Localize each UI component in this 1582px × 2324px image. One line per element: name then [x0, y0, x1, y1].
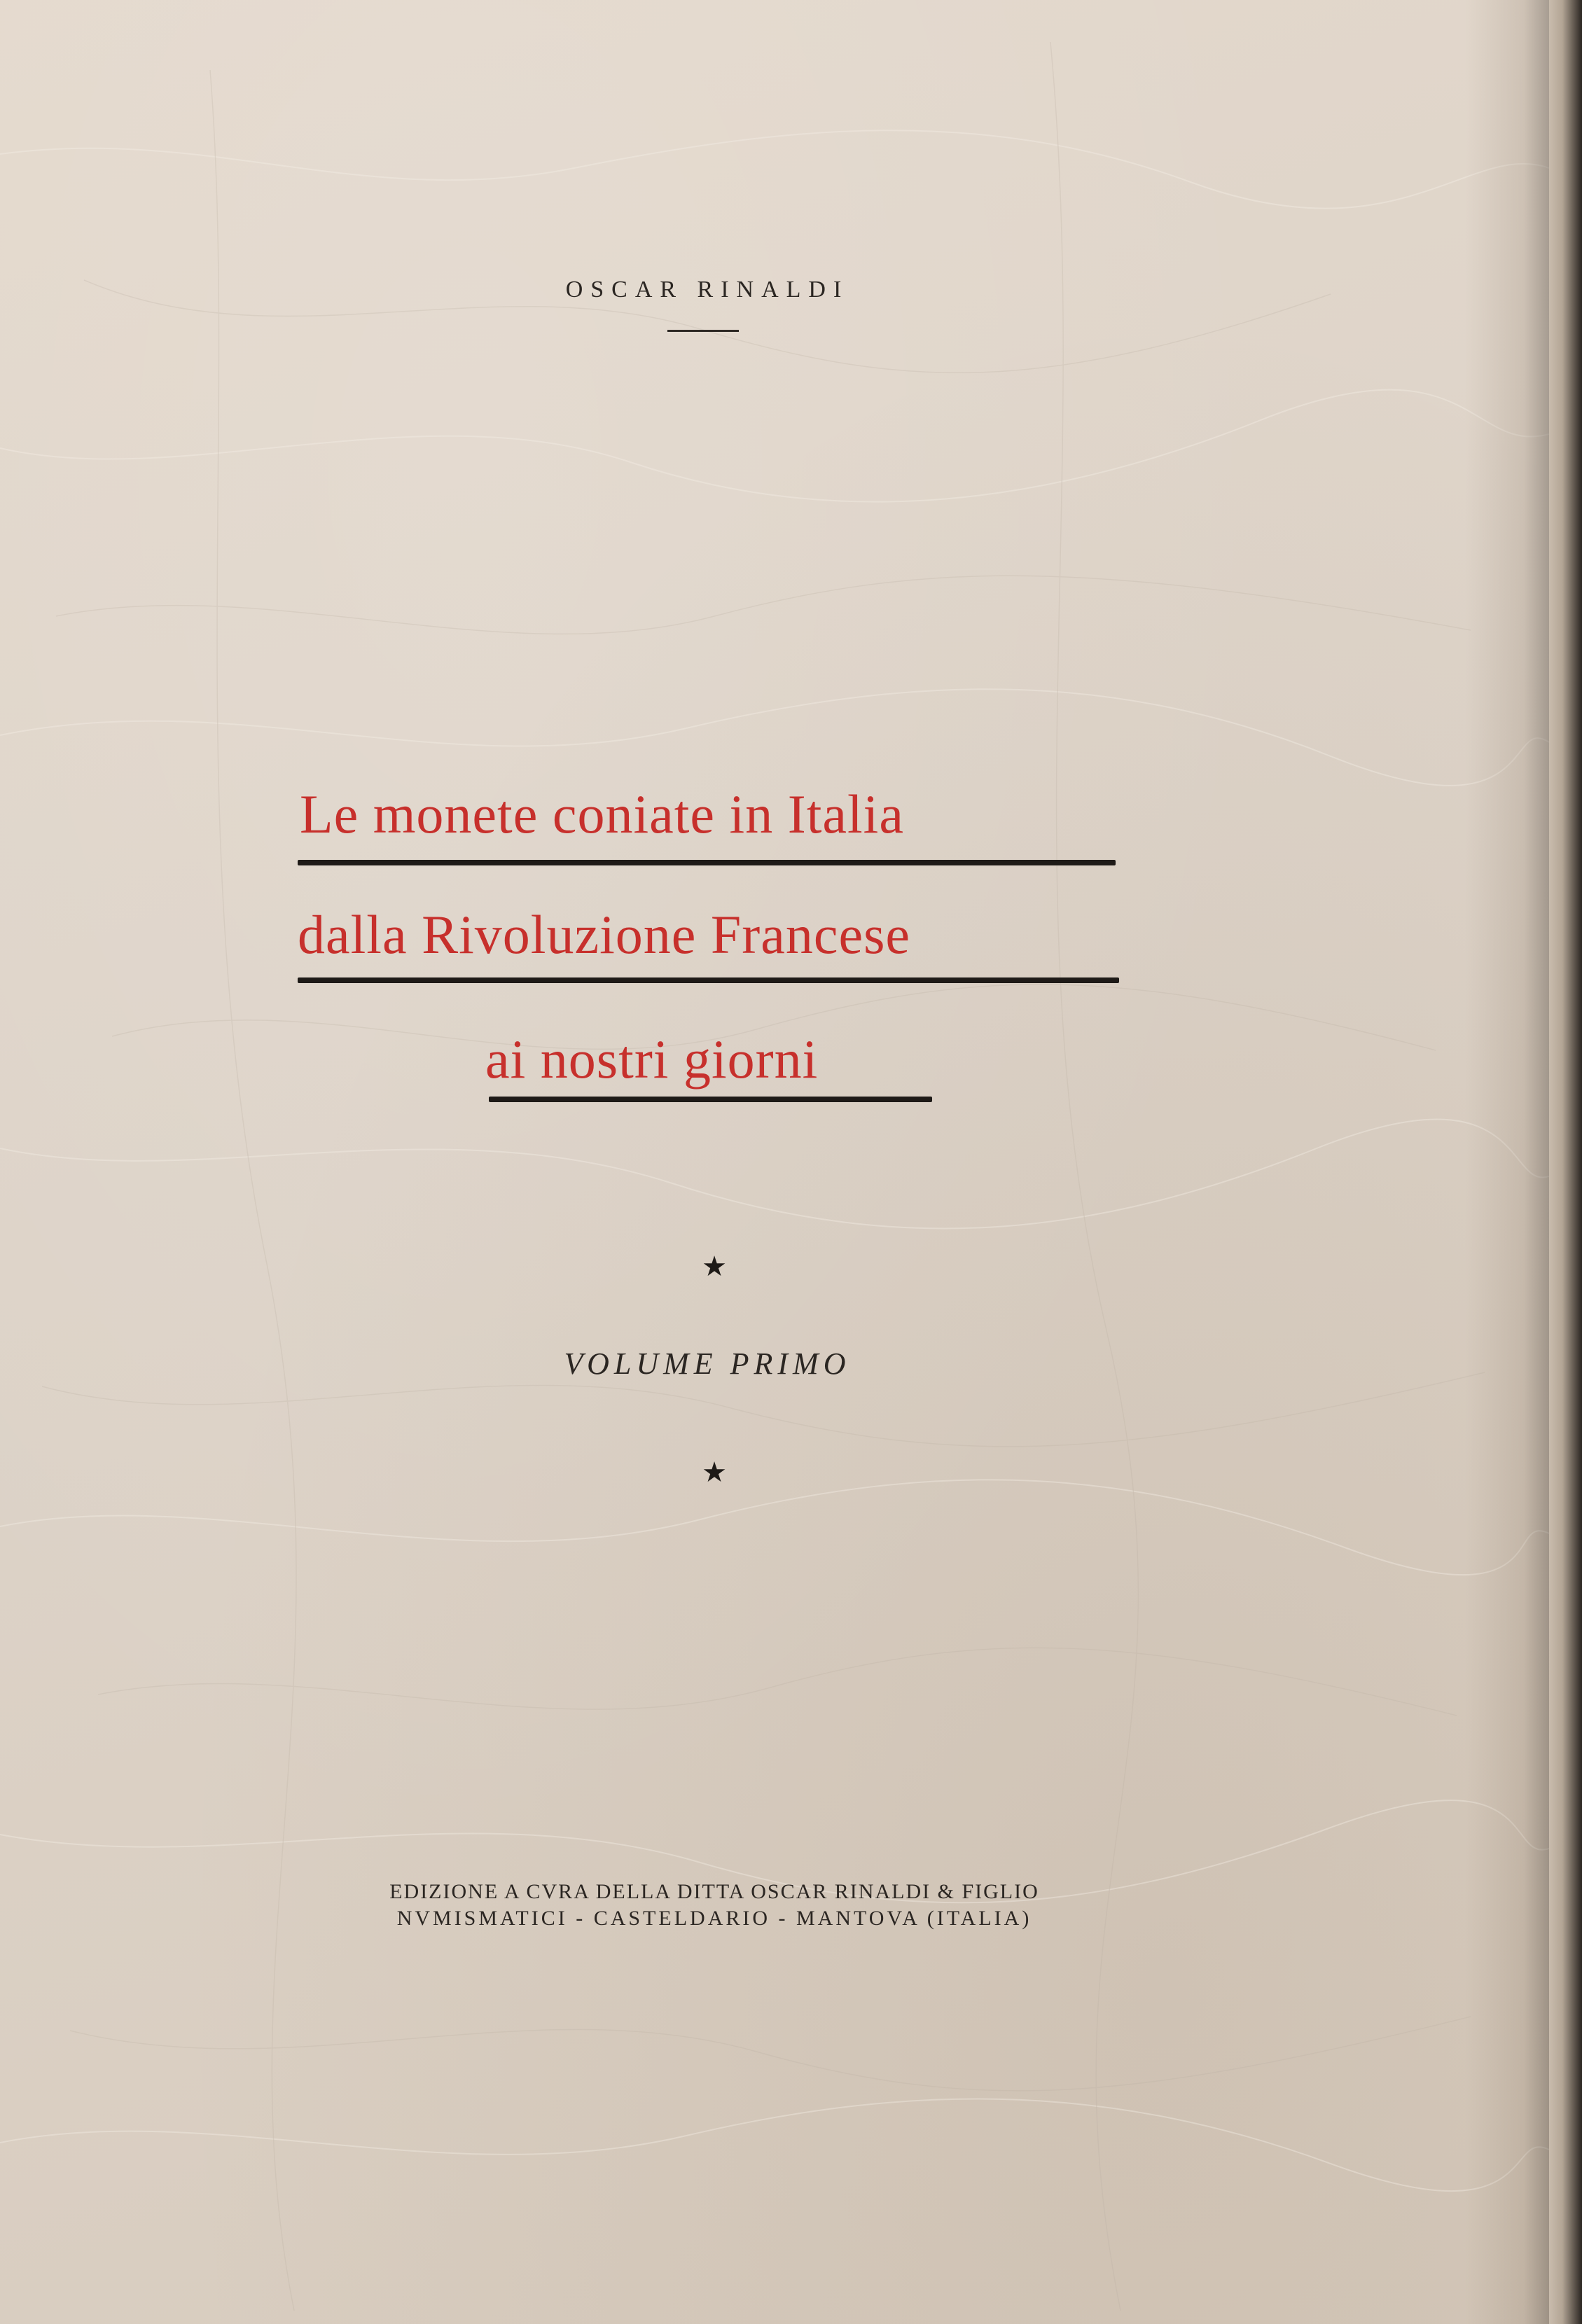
author-rule: [667, 330, 739, 332]
title-rule-2: [298, 977, 1119, 983]
star-ornament-bottom: ★: [702, 1456, 727, 1489]
title-line-1: Le monete coniate in Italia: [300, 784, 904, 844]
page-edge-shadow: [1465, 0, 1549, 2324]
publisher-line-2: NVMISMATICI - CASTELDARIO - MANTOVA (ITALIA): [396, 1907, 1032, 1930]
volume-label: VOLUME PRIMO: [564, 1347, 851, 1381]
book-spine-edge: [1549, 0, 1582, 2324]
star-ornament-top: ★: [702, 1251, 727, 1283]
title-line-3: ai nostri giorni: [485, 1029, 819, 1090]
publisher-line-1: EDIZIONE A CVRA DELLA DITTA OSCAR RINALDI & FIGLIO: [389, 1880, 1039, 1903]
title-rule-1: [298, 860, 1116, 865]
title-line-2: dalla Rivoluzione Francese: [298, 904, 911, 965]
author-name: OSCAR RINALDI: [565, 277, 849, 302]
title-rule-3: [489, 1097, 932, 1102]
